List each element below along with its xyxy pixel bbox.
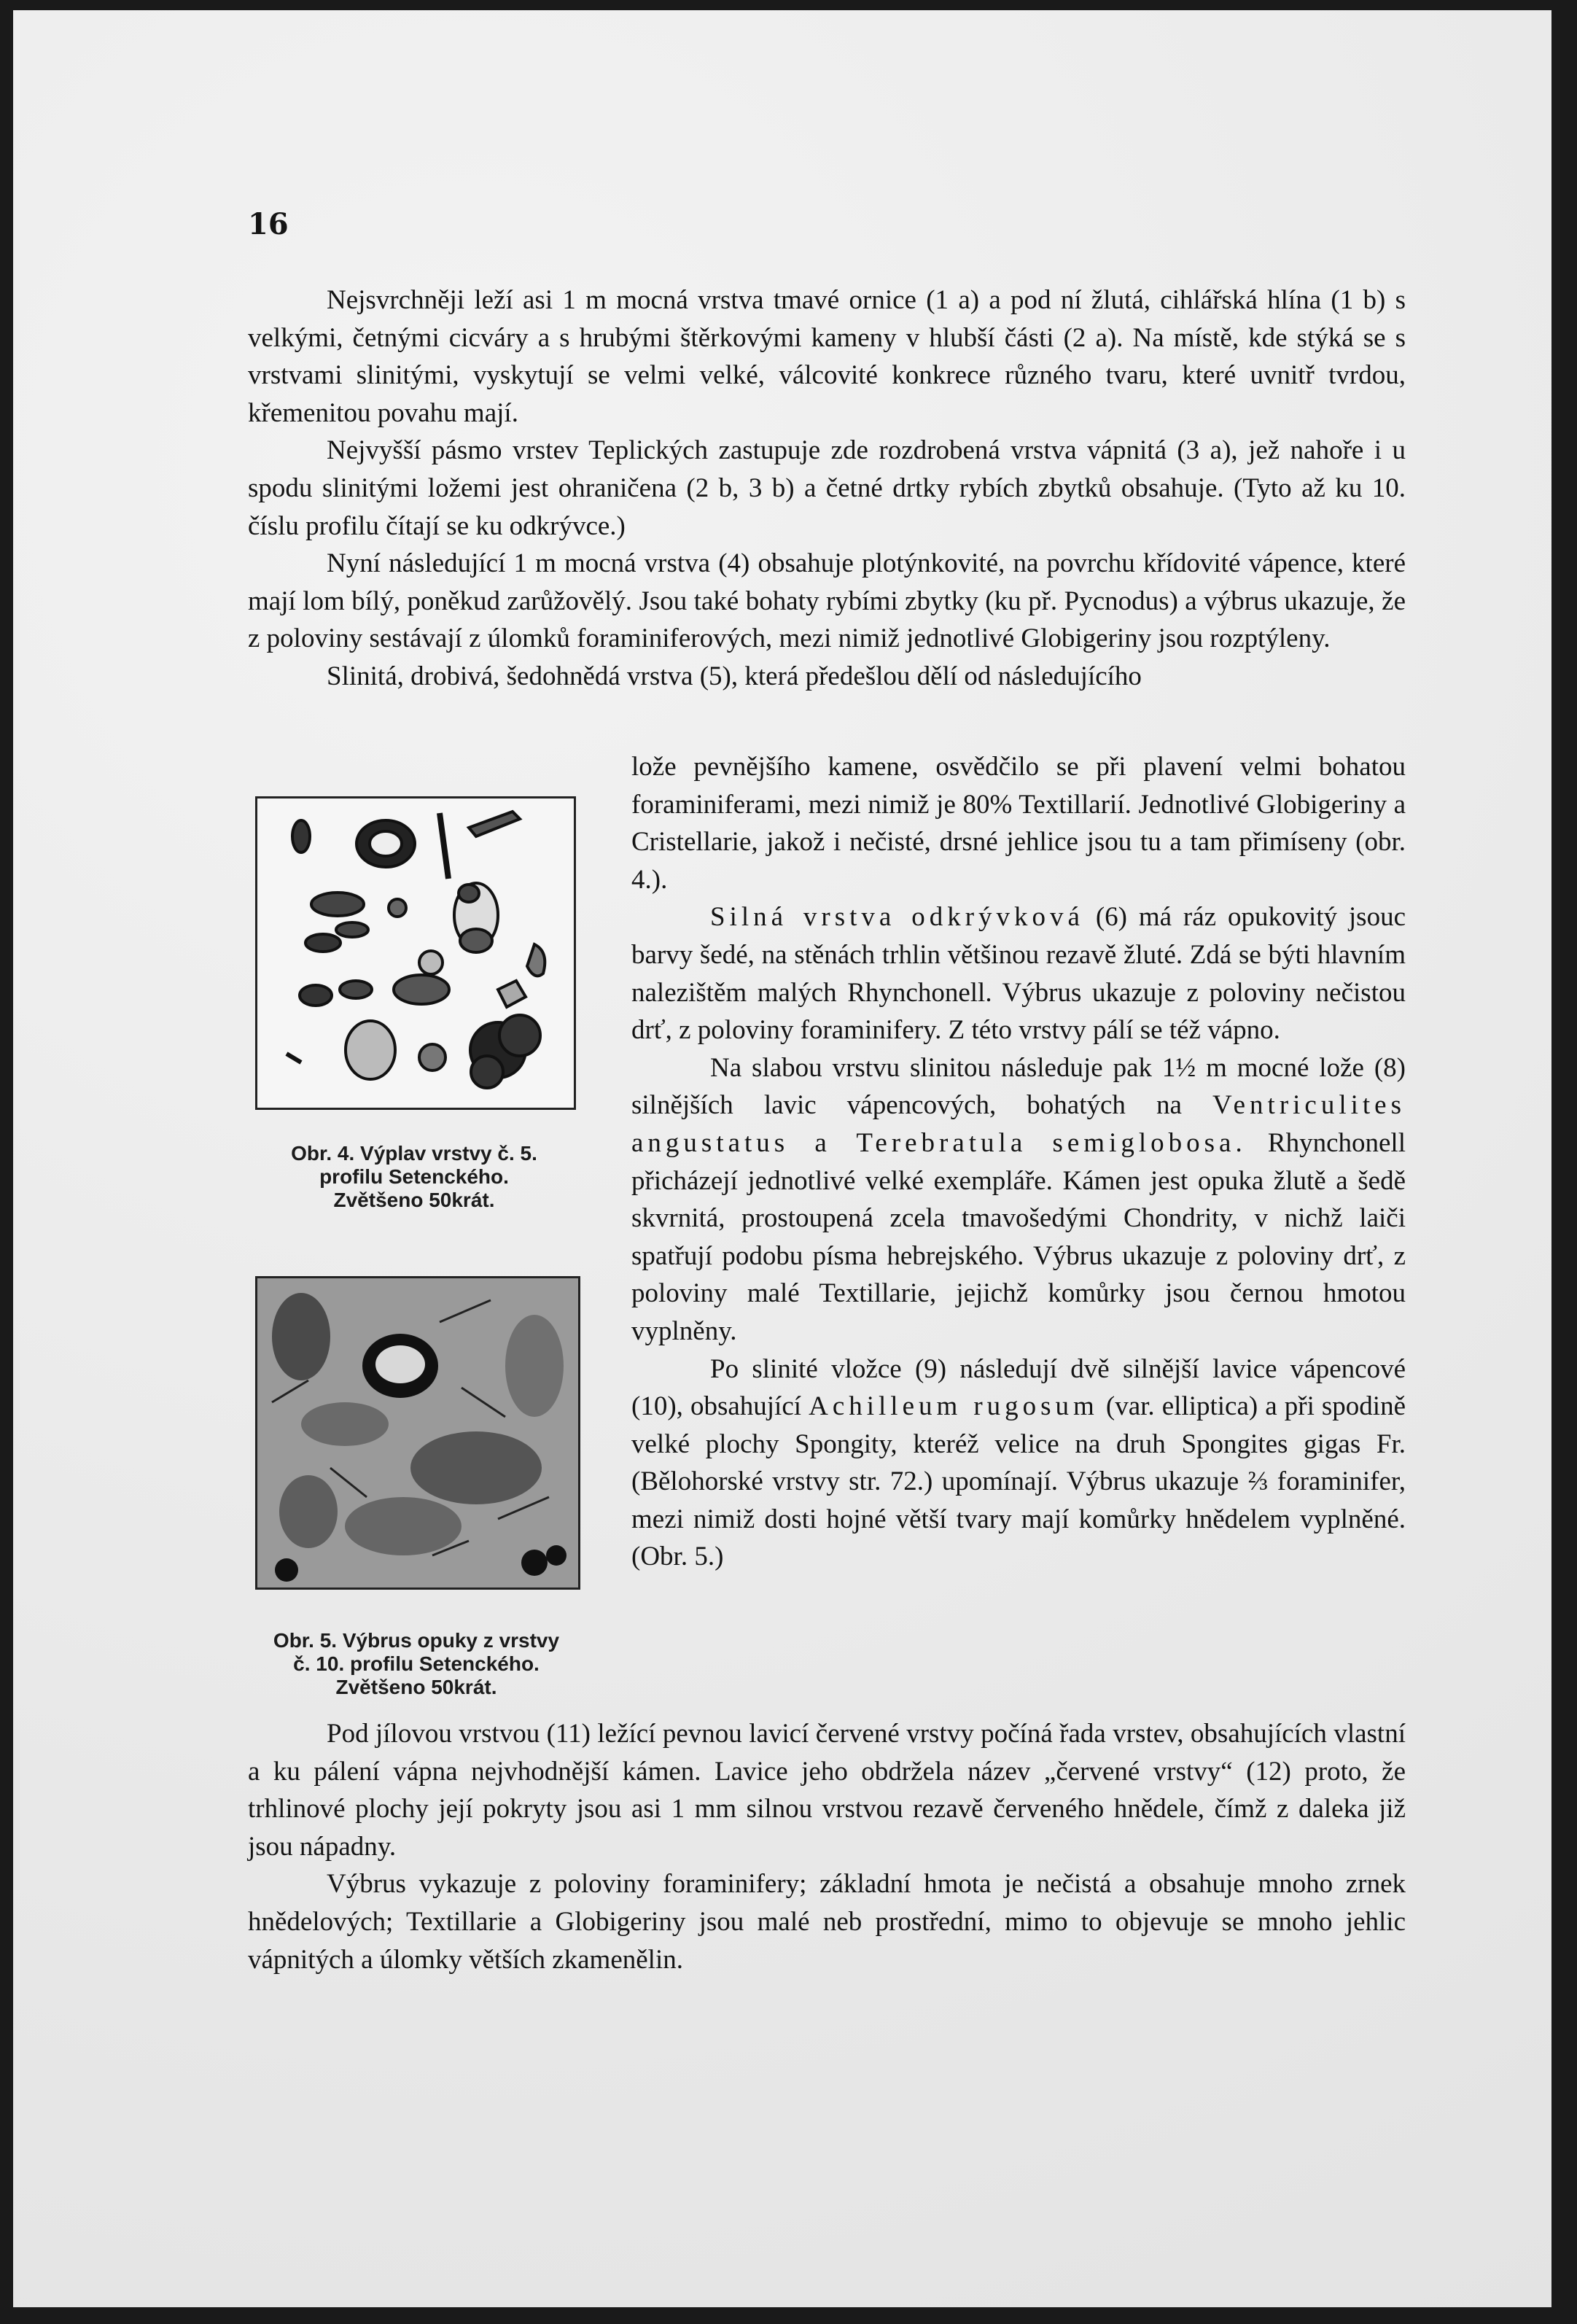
caption-line: Zvětšeno 50krát. <box>335 1676 497 1698</box>
page-number: 16 <box>248 207 289 241</box>
figure-4-caption <box>245 1142 583 1212</box>
paragraph: Výbrus vykazuje z poloviny foraminifery; základní hmota je nečistá a obsahuje mnoho zrnek hnědelových; Textillarie a Globigeriny jsou malé neb prostřední, mimo to objevuje se mnoho jehlic vápnitých a úlomky větších zkamenělin. <box>248 1869 1406 1975</box>
paragraph-text: (var. elliptica) a při spodině velké plochy Spongity, kteréž velice na druh Spongites gigas Fr. (Bělohorské vrstvy str. 72.) upomínají. Výbrus ukazuje ⅔ foraminifer, mezi nimiž dosti hojné větší tvary mají komůrky hnědelem vyplněné. (Obr. 5.) <box>631 1391 1406 1572</box>
paragraph: lože pevnějšího kamene, osvědčilo se při plavení velmi bohatou foraminiferami, mezi nimiž je 80% Textillarií. Jednotlivé Globigeriny a Cristellarie, jakož i nečisté, drsné jehlice jsou tu a tam přimíseny (obr. 4.). <box>631 752 1406 895</box>
caption-line: profilu Setenckého. <box>319 1165 509 1188</box>
paragraph: Slinitá, drobivá, šedohnědá vrstva (5), která předešlou dělí od následujícího <box>327 661 1142 691</box>
caption-line: č. 10. profilu Setenckého. <box>293 1652 540 1675</box>
thin-section-drawing <box>257 1278 578 1587</box>
paragraph-text: Po slinité vložce (9) následují dvě silnější lavice vápencové (10), obsahující <box>631 1353 1406 1422</box>
caption-line: Zvětšeno 50krát. <box>333 1189 495 1211</box>
paragraph: Nejsvrchněji leží asi 1 m mocná vrstva tmavé ornice (1 a) a pod ní žlutá, cihlářská hlína (1 b) s velkými, četnými cicváry a s hrubými štěrkovými kameny v hlubší části (2 a). Na místě, kde stýká se s vrstvami slinitými, vyskytují se velmi velké, válcovité konkrece různého tvaru, které uvnitř tvrdou, křemenitou povahu mají. <box>248 285 1406 428</box>
spaced-term: Silná vrstva odkrývková <box>710 902 1084 933</box>
paragraph: Pod jílovou vrstvou (11) ležící pevnou lavicí červené vrstvy počíná řada vrstev, obsahujících vlastní a ku pálení vápna nejvhodnější kámen. Lavice jeho obdržela název „červené vrstvy“ (12) proto, že trhlinové plochy její pokryty jsou asi 1 mm silnou vrstvou rezavě červeného hnědele, čímž z daleka již jsou nápadny. <box>248 1719 1406 1862</box>
paragraph: Nejvyšší pásmo vrstev Teplických zastupuje zde rozdrobená vrstva vápnitá (3 a), jež nahoře i u spodu slinitými ložemi jest ohraničena (2 b, 3 b) a četné drtky rybích zbytků obsahuje. (Tyto až ku 10. číslu profilu čítají se ku odkrývce.) <box>248 435 1406 541</box>
figure-4-image <box>255 796 576 1110</box>
figure-5-caption <box>245 1629 588 1699</box>
paragraph-text: Na slabou vrstvu slinitou následuje pak 1½ m mocné lože (8) silnějších lavic vápencových, bohatých na <box>631 1052 1406 1121</box>
species-name: Ventriculites angustatus a Terebratula semiglobosa. <box>631 1090 1406 1158</box>
paragraph-text: (6) má ráz opukovitý jsouc barvy šedé, na stěnách trhlin většinou rezavě žluté. Zdá se býti hlavním nalezištěm malých Rhynchonell. Výbrus ukazuje z poloviny nečistou drť, z poloviny foraminifery. Z této vrstvy pálí se též vápno. <box>631 902 1406 1046</box>
figure-5-image <box>255 1276 580 1590</box>
paragraph-text: Rhynchonell přicházejí jednotlivé velké exempláře. Kámen jest opuka žlutě a šedě skvrnitá, prostoupená zcela tmavošedými Chondrity, v nichž laiči spatřují podobu písma hebrejského. Výbrus ukazuje z poloviny drť, z poloviny malé Textillarie, jejichž komůrky jsou černou hmotou vyplněny. <box>631 1127 1406 1346</box>
paragraph: Nyní následující 1 m mocná vrstva (4) obsahuje plotýnkovité, na povrchu křídovité vápence, které mají lom bílý, poněkud zarůžovělý. Jsou také bohaty rybími zbytky (ku př. Pycnodus) a výbrus ukazuje, že z poloviny sestávají z úlomků foraminiferových, mezi nimiž jednotlivé Globigeriny jsou rozptýleny. <box>248 548 1406 654</box>
book-page <box>13 10 1551 2307</box>
paragraph <box>631 1049 1406 1351</box>
text-bottom <box>248 1715 1406 1978</box>
caption-line: Obr. 5. Výbrus opuky z vrstvy <box>273 1629 560 1652</box>
caption-line: Obr. 4. Výplav vrstvy č. 5. <box>291 1142 537 1165</box>
text-column <box>631 748 1406 1576</box>
species-name: Achilleum rugosum <box>809 1391 1099 1422</box>
foraminifera-drawing <box>257 798 574 1108</box>
paragraph <box>631 898 1406 1049</box>
text-top <box>248 281 1406 696</box>
paragraph <box>631 1351 1406 1577</box>
